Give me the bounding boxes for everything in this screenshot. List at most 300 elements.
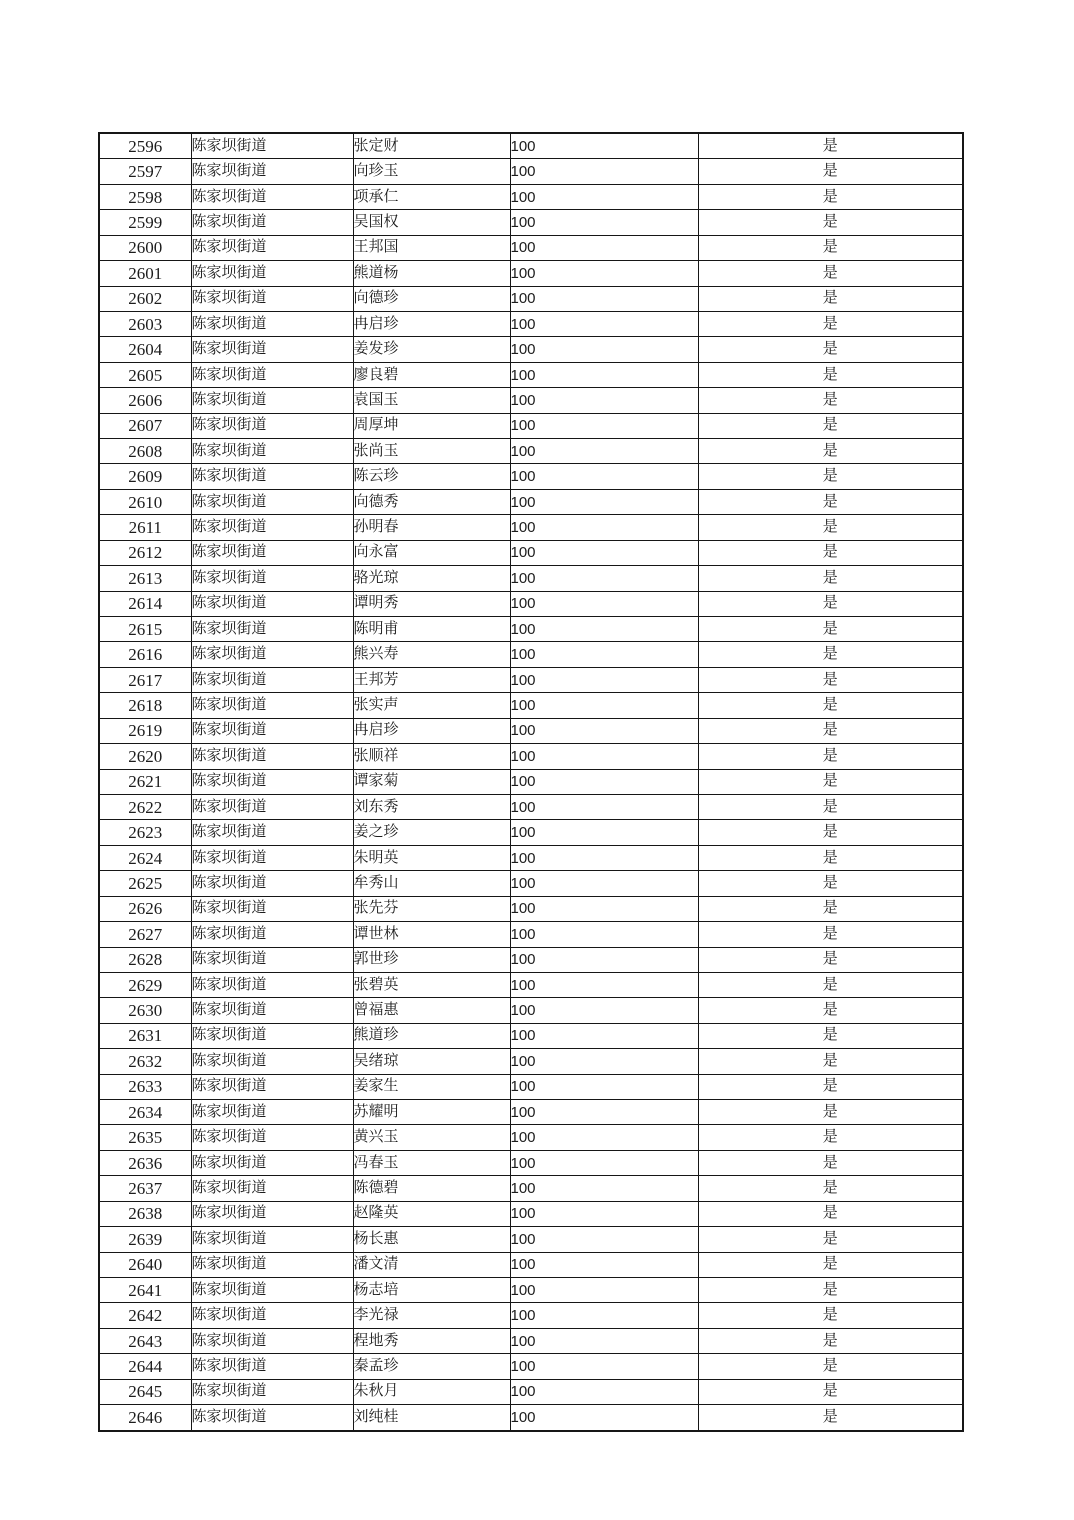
table-row [99,820,963,845]
table-row [99,1176,963,1201]
table-row [99,184,963,209]
confirm-cell: 是 [698,972,963,997]
serial-cell: 2621 [99,769,191,794]
score-cell: 100 [510,769,698,794]
score-cell: 100 [510,998,698,1023]
confirm-cell: 是 [698,337,963,362]
confirm-cell: 是 [698,566,963,591]
street-cell: 陈家坝街道 [191,566,353,591]
serial-cell: 2615 [99,617,191,642]
confirm-cell: 是 [698,540,963,565]
street-cell: 陈家坝街道 [191,159,353,184]
table-row [99,744,963,769]
confirm-cell: 是 [698,1150,963,1175]
confirm-cell: 是 [698,1354,963,1379]
street-cell: 陈家坝街道 [191,337,353,362]
score-cell: 100 [510,1125,698,1150]
serial-cell: 2614 [99,591,191,616]
street-cell: 陈家坝街道 [191,591,353,616]
serial-cell: 2604 [99,337,191,362]
street-cell: 陈家坝街道 [191,413,353,438]
serial-cell: 2613 [99,566,191,591]
street-cell: 陈家坝街道 [191,1227,353,1252]
score-cell: 100 [510,820,698,845]
confirm-cell: 是 [698,515,963,540]
table-row [99,388,963,413]
score-cell: 100 [510,1303,698,1328]
score-cell: 100 [510,388,698,413]
serial-cell: 2598 [99,184,191,209]
name-cell: 杨志培 [353,1277,510,1302]
serial-cell: 2635 [99,1125,191,1150]
serial-cell: 2642 [99,1303,191,1328]
table-row [99,439,963,464]
street-cell: 陈家坝街道 [191,1049,353,1074]
serial-cell: 2606 [99,388,191,413]
score-cell: 100 [510,718,698,743]
table-row [99,515,963,540]
residents-table-body [99,133,963,1431]
name-cell: 冯春玉 [353,1150,510,1175]
street-cell: 陈家坝街道 [191,184,353,209]
name-cell: 陈明甫 [353,617,510,642]
confirm-cell: 是 [698,1227,963,1252]
street-cell: 陈家坝街道 [191,362,353,387]
serial-cell: 2636 [99,1150,191,1175]
confirm-cell: 是 [698,922,963,947]
serial-cell: 2612 [99,540,191,565]
name-cell: 冉启珍 [353,718,510,743]
confirm-cell: 是 [698,133,963,159]
name-cell: 秦孟珍 [353,1354,510,1379]
confirm-cell: 是 [698,311,963,336]
serial-cell: 2608 [99,439,191,464]
name-cell: 李光禄 [353,1303,510,1328]
score-cell: 100 [510,133,698,159]
table-row [99,947,963,972]
score-cell: 100 [510,1176,698,1201]
table-row [99,1201,963,1226]
name-cell: 袁国玉 [353,388,510,413]
street-cell: 陈家坝街道 [191,1405,353,1431]
name-cell: 熊道珍 [353,1023,510,1048]
name-cell: 项承仁 [353,184,510,209]
score-cell: 100 [510,515,698,540]
street-cell: 陈家坝街道 [191,947,353,972]
confirm-cell: 是 [698,489,963,514]
name-cell: 熊道杨 [353,261,510,286]
confirm-cell: 是 [698,769,963,794]
street-cell: 陈家坝街道 [191,515,353,540]
score-cell: 100 [510,311,698,336]
score-cell: 100 [510,1049,698,1074]
street-cell: 陈家坝街道 [191,1379,353,1404]
name-cell: 程地秀 [353,1328,510,1353]
score-cell: 100 [510,540,698,565]
confirm-cell: 是 [698,998,963,1023]
name-cell: 姜家生 [353,1074,510,1099]
score-cell: 100 [510,1405,698,1431]
serial-cell: 2601 [99,261,191,286]
score-cell: 100 [510,642,698,667]
confirm-cell: 是 [698,744,963,769]
name-cell: 刘东秀 [353,794,510,819]
score-cell: 100 [510,1227,698,1252]
serial-cell: 2629 [99,972,191,997]
serial-cell: 2627 [99,922,191,947]
name-cell: 赵隆英 [353,1201,510,1226]
score-cell: 100 [510,159,698,184]
score-cell: 100 [510,286,698,311]
table-row [99,311,963,336]
name-cell: 向永富 [353,540,510,565]
street-cell: 陈家坝街道 [191,286,353,311]
table-row [99,718,963,743]
street-cell: 陈家坝街道 [191,922,353,947]
score-cell: 100 [510,922,698,947]
score-cell: 100 [510,744,698,769]
score-cell: 100 [510,1023,698,1048]
table-row [99,133,963,159]
table-row [99,1328,963,1353]
score-cell: 100 [510,464,698,489]
table-row [99,1379,963,1404]
score-cell: 100 [510,667,698,692]
score-cell: 100 [510,1277,698,1302]
score-cell: 100 [510,794,698,819]
street-cell: 陈家坝街道 [191,1074,353,1099]
street-cell: 陈家坝街道 [191,642,353,667]
name-cell: 张碧英 [353,972,510,997]
name-cell: 吴国权 [353,210,510,235]
table-row [99,1150,963,1175]
serial-cell: 2646 [99,1405,191,1431]
street-cell: 陈家坝街道 [191,769,353,794]
confirm-cell: 是 [698,896,963,921]
serial-cell: 2609 [99,464,191,489]
confirm-cell: 是 [698,439,963,464]
street-cell: 陈家坝街道 [191,261,353,286]
serial-cell: 2623 [99,820,191,845]
score-cell: 100 [510,261,698,286]
table-row [99,261,963,286]
street-cell: 陈家坝街道 [191,998,353,1023]
street-cell: 陈家坝街道 [191,617,353,642]
street-cell: 陈家坝街道 [191,1201,353,1226]
serial-cell: 2607 [99,413,191,438]
name-cell: 谭明秀 [353,591,510,616]
name-cell: 吴绪琼 [353,1049,510,1074]
street-cell: 陈家坝街道 [191,972,353,997]
score-cell: 100 [510,845,698,870]
confirm-cell: 是 [698,947,963,972]
street-cell: 陈家坝街道 [191,235,353,260]
score-cell: 100 [510,439,698,464]
confirm-cell: 是 [698,1176,963,1201]
confirm-cell: 是 [698,1023,963,1048]
score-cell: 100 [510,617,698,642]
name-cell: 黄兴玉 [353,1125,510,1150]
name-cell: 陈云珍 [353,464,510,489]
confirm-cell: 是 [698,286,963,311]
confirm-cell: 是 [698,362,963,387]
street-cell: 陈家坝街道 [191,1328,353,1353]
confirm-cell: 是 [698,1100,963,1125]
score-cell: 100 [510,413,698,438]
confirm-cell: 是 [698,820,963,845]
score-cell: 100 [510,1074,698,1099]
table-row [99,1074,963,1099]
serial-cell: 2641 [99,1277,191,1302]
score-cell: 100 [510,1252,698,1277]
serial-cell: 2624 [99,845,191,870]
table-row [99,1252,963,1277]
name-cell: 廖良碧 [353,362,510,387]
confirm-cell: 是 [698,667,963,692]
score-cell: 100 [510,693,698,718]
street-cell: 陈家坝街道 [191,845,353,870]
table-row [99,1303,963,1328]
table-row [99,540,963,565]
name-cell: 张实声 [353,693,510,718]
street-cell: 陈家坝街道 [191,311,353,336]
confirm-cell: 是 [698,1049,963,1074]
score-cell: 100 [510,896,698,921]
name-cell: 骆光琼 [353,566,510,591]
name-cell: 王邦国 [353,235,510,260]
table-row [99,1277,963,1302]
score-cell: 100 [510,871,698,896]
table-row [99,617,963,642]
serial-cell: 2632 [99,1049,191,1074]
confirm-cell: 是 [698,1277,963,1302]
confirm-cell: 是 [698,413,963,438]
confirm-cell: 是 [698,591,963,616]
table-row [99,464,963,489]
table-row [99,998,963,1023]
score-cell: 100 [510,566,698,591]
confirm-cell: 是 [698,1074,963,1099]
table-row [99,1125,963,1150]
table-row [99,235,963,260]
score-cell: 100 [510,947,698,972]
name-cell: 张顺祥 [353,744,510,769]
score-cell: 100 [510,1328,698,1353]
name-cell: 姜发珍 [353,337,510,362]
street-cell: 陈家坝街道 [191,464,353,489]
confirm-cell: 是 [698,1252,963,1277]
table-row [99,1227,963,1252]
table-row [99,871,963,896]
name-cell: 张定财 [353,133,510,159]
street-cell: 陈家坝街道 [191,794,353,819]
serial-cell: 2630 [99,998,191,1023]
table-row [99,1023,963,1048]
street-cell: 陈家坝街道 [191,388,353,413]
street-cell: 陈家坝街道 [191,1277,353,1302]
street-cell: 陈家坝街道 [191,1354,353,1379]
confirm-cell: 是 [698,617,963,642]
name-cell: 姜之珍 [353,820,510,845]
table-row [99,1405,963,1431]
confirm-cell: 是 [698,184,963,209]
table-row [99,1354,963,1379]
confirm-cell: 是 [698,1328,963,1353]
serial-cell: 2611 [99,515,191,540]
score-cell: 100 [510,489,698,514]
serial-cell: 2603 [99,311,191,336]
table-row [99,769,963,794]
street-cell: 陈家坝街道 [191,489,353,514]
score-cell: 100 [510,1150,698,1175]
name-cell: 熊兴寿 [353,642,510,667]
serial-cell: 2619 [99,718,191,743]
street-cell: 陈家坝街道 [191,693,353,718]
confirm-cell: 是 [698,1405,963,1431]
score-cell: 100 [510,972,698,997]
serial-cell: 2626 [99,896,191,921]
table-row [99,337,963,362]
confirm-cell: 是 [698,388,963,413]
residents-table [98,132,964,1432]
street-cell: 陈家坝街道 [191,1150,353,1175]
name-cell: 谭世林 [353,922,510,947]
name-cell: 朱秋月 [353,1379,510,1404]
name-cell: 王邦芳 [353,667,510,692]
street-cell: 陈家坝街道 [191,871,353,896]
name-cell: 曾福惠 [353,998,510,1023]
street-cell: 陈家坝街道 [191,820,353,845]
score-cell: 100 [510,337,698,362]
serial-cell: 2628 [99,947,191,972]
score-cell: 100 [510,235,698,260]
serial-cell: 2639 [99,1227,191,1252]
score-cell: 100 [510,362,698,387]
score-cell: 100 [510,210,698,235]
table-row [99,794,963,819]
confirm-cell: 是 [698,845,963,870]
table-row [99,413,963,438]
street-cell: 陈家坝街道 [191,1252,353,1277]
name-cell: 向德珍 [353,286,510,311]
name-cell: 苏耀明 [353,1100,510,1125]
serial-cell: 2638 [99,1201,191,1226]
serial-cell: 2605 [99,362,191,387]
serial-cell: 2644 [99,1354,191,1379]
street-cell: 陈家坝街道 [191,744,353,769]
confirm-cell: 是 [698,1201,963,1226]
name-cell: 孙明春 [353,515,510,540]
street-cell: 陈家坝街道 [191,1303,353,1328]
street-cell: 陈家坝街道 [191,896,353,921]
name-cell: 杨长惠 [353,1227,510,1252]
name-cell: 朱明英 [353,845,510,870]
table-row [99,591,963,616]
table-row [99,566,963,591]
serial-cell: 2620 [99,744,191,769]
confirm-cell: 是 [698,464,963,489]
serial-cell: 2618 [99,693,191,718]
confirm-cell: 是 [698,1379,963,1404]
table-row [99,667,963,692]
table-row [99,896,963,921]
serial-cell: 2599 [99,210,191,235]
serial-cell: 2610 [99,489,191,514]
confirm-cell: 是 [698,871,963,896]
name-cell: 向德秀 [353,489,510,514]
street-cell: 陈家坝街道 [191,439,353,464]
name-cell: 陈德碧 [353,1176,510,1201]
serial-cell: 2617 [99,667,191,692]
serial-cell: 2616 [99,642,191,667]
table-row [99,693,963,718]
serial-cell: 2645 [99,1379,191,1404]
serial-cell: 2633 [99,1074,191,1099]
name-cell: 张先芬 [353,896,510,921]
serial-cell: 2637 [99,1176,191,1201]
serial-cell: 2596 [99,133,191,159]
serial-cell: 2597 [99,159,191,184]
table-row [99,489,963,514]
table-row [99,922,963,947]
confirm-cell: 是 [698,794,963,819]
table-row [99,845,963,870]
score-cell: 100 [510,184,698,209]
table-row [99,210,963,235]
confirm-cell: 是 [698,642,963,667]
confirm-cell: 是 [698,210,963,235]
table-row [99,286,963,311]
street-cell: 陈家坝街道 [191,718,353,743]
street-cell: 陈家坝街道 [191,1176,353,1201]
serial-cell: 2602 [99,286,191,311]
score-cell: 100 [510,1201,698,1226]
serial-cell: 2625 [99,871,191,896]
serial-cell: 2634 [99,1100,191,1125]
name-cell: 牟秀山 [353,871,510,896]
name-cell: 谭家菊 [353,769,510,794]
name-cell: 向珍玉 [353,159,510,184]
serial-cell: 2631 [99,1023,191,1048]
name-cell: 刘纯桂 [353,1405,510,1431]
table-row [99,642,963,667]
serial-cell: 2643 [99,1328,191,1353]
confirm-cell: 是 [698,159,963,184]
confirm-cell: 是 [698,261,963,286]
name-cell: 潘文清 [353,1252,510,1277]
serial-cell: 2600 [99,235,191,260]
street-cell: 陈家坝街道 [191,210,353,235]
name-cell: 冉启珍 [353,311,510,336]
street-cell: 陈家坝街道 [191,667,353,692]
score-cell: 100 [510,1379,698,1404]
name-cell: 张尚玉 [353,439,510,464]
table-row [99,362,963,387]
serial-cell: 2622 [99,794,191,819]
street-cell: 陈家坝街道 [191,1100,353,1125]
street-cell: 陈家坝街道 [191,540,353,565]
score-cell: 100 [510,591,698,616]
street-cell: 陈家坝街道 [191,1023,353,1048]
score-cell: 100 [510,1100,698,1125]
confirm-cell: 是 [698,1303,963,1328]
serial-cell: 2640 [99,1252,191,1277]
street-cell: 陈家坝街道 [191,133,353,159]
confirm-cell: 是 [698,235,963,260]
table-row [99,1049,963,1074]
score-cell: 100 [510,1354,698,1379]
table-row [99,1100,963,1125]
